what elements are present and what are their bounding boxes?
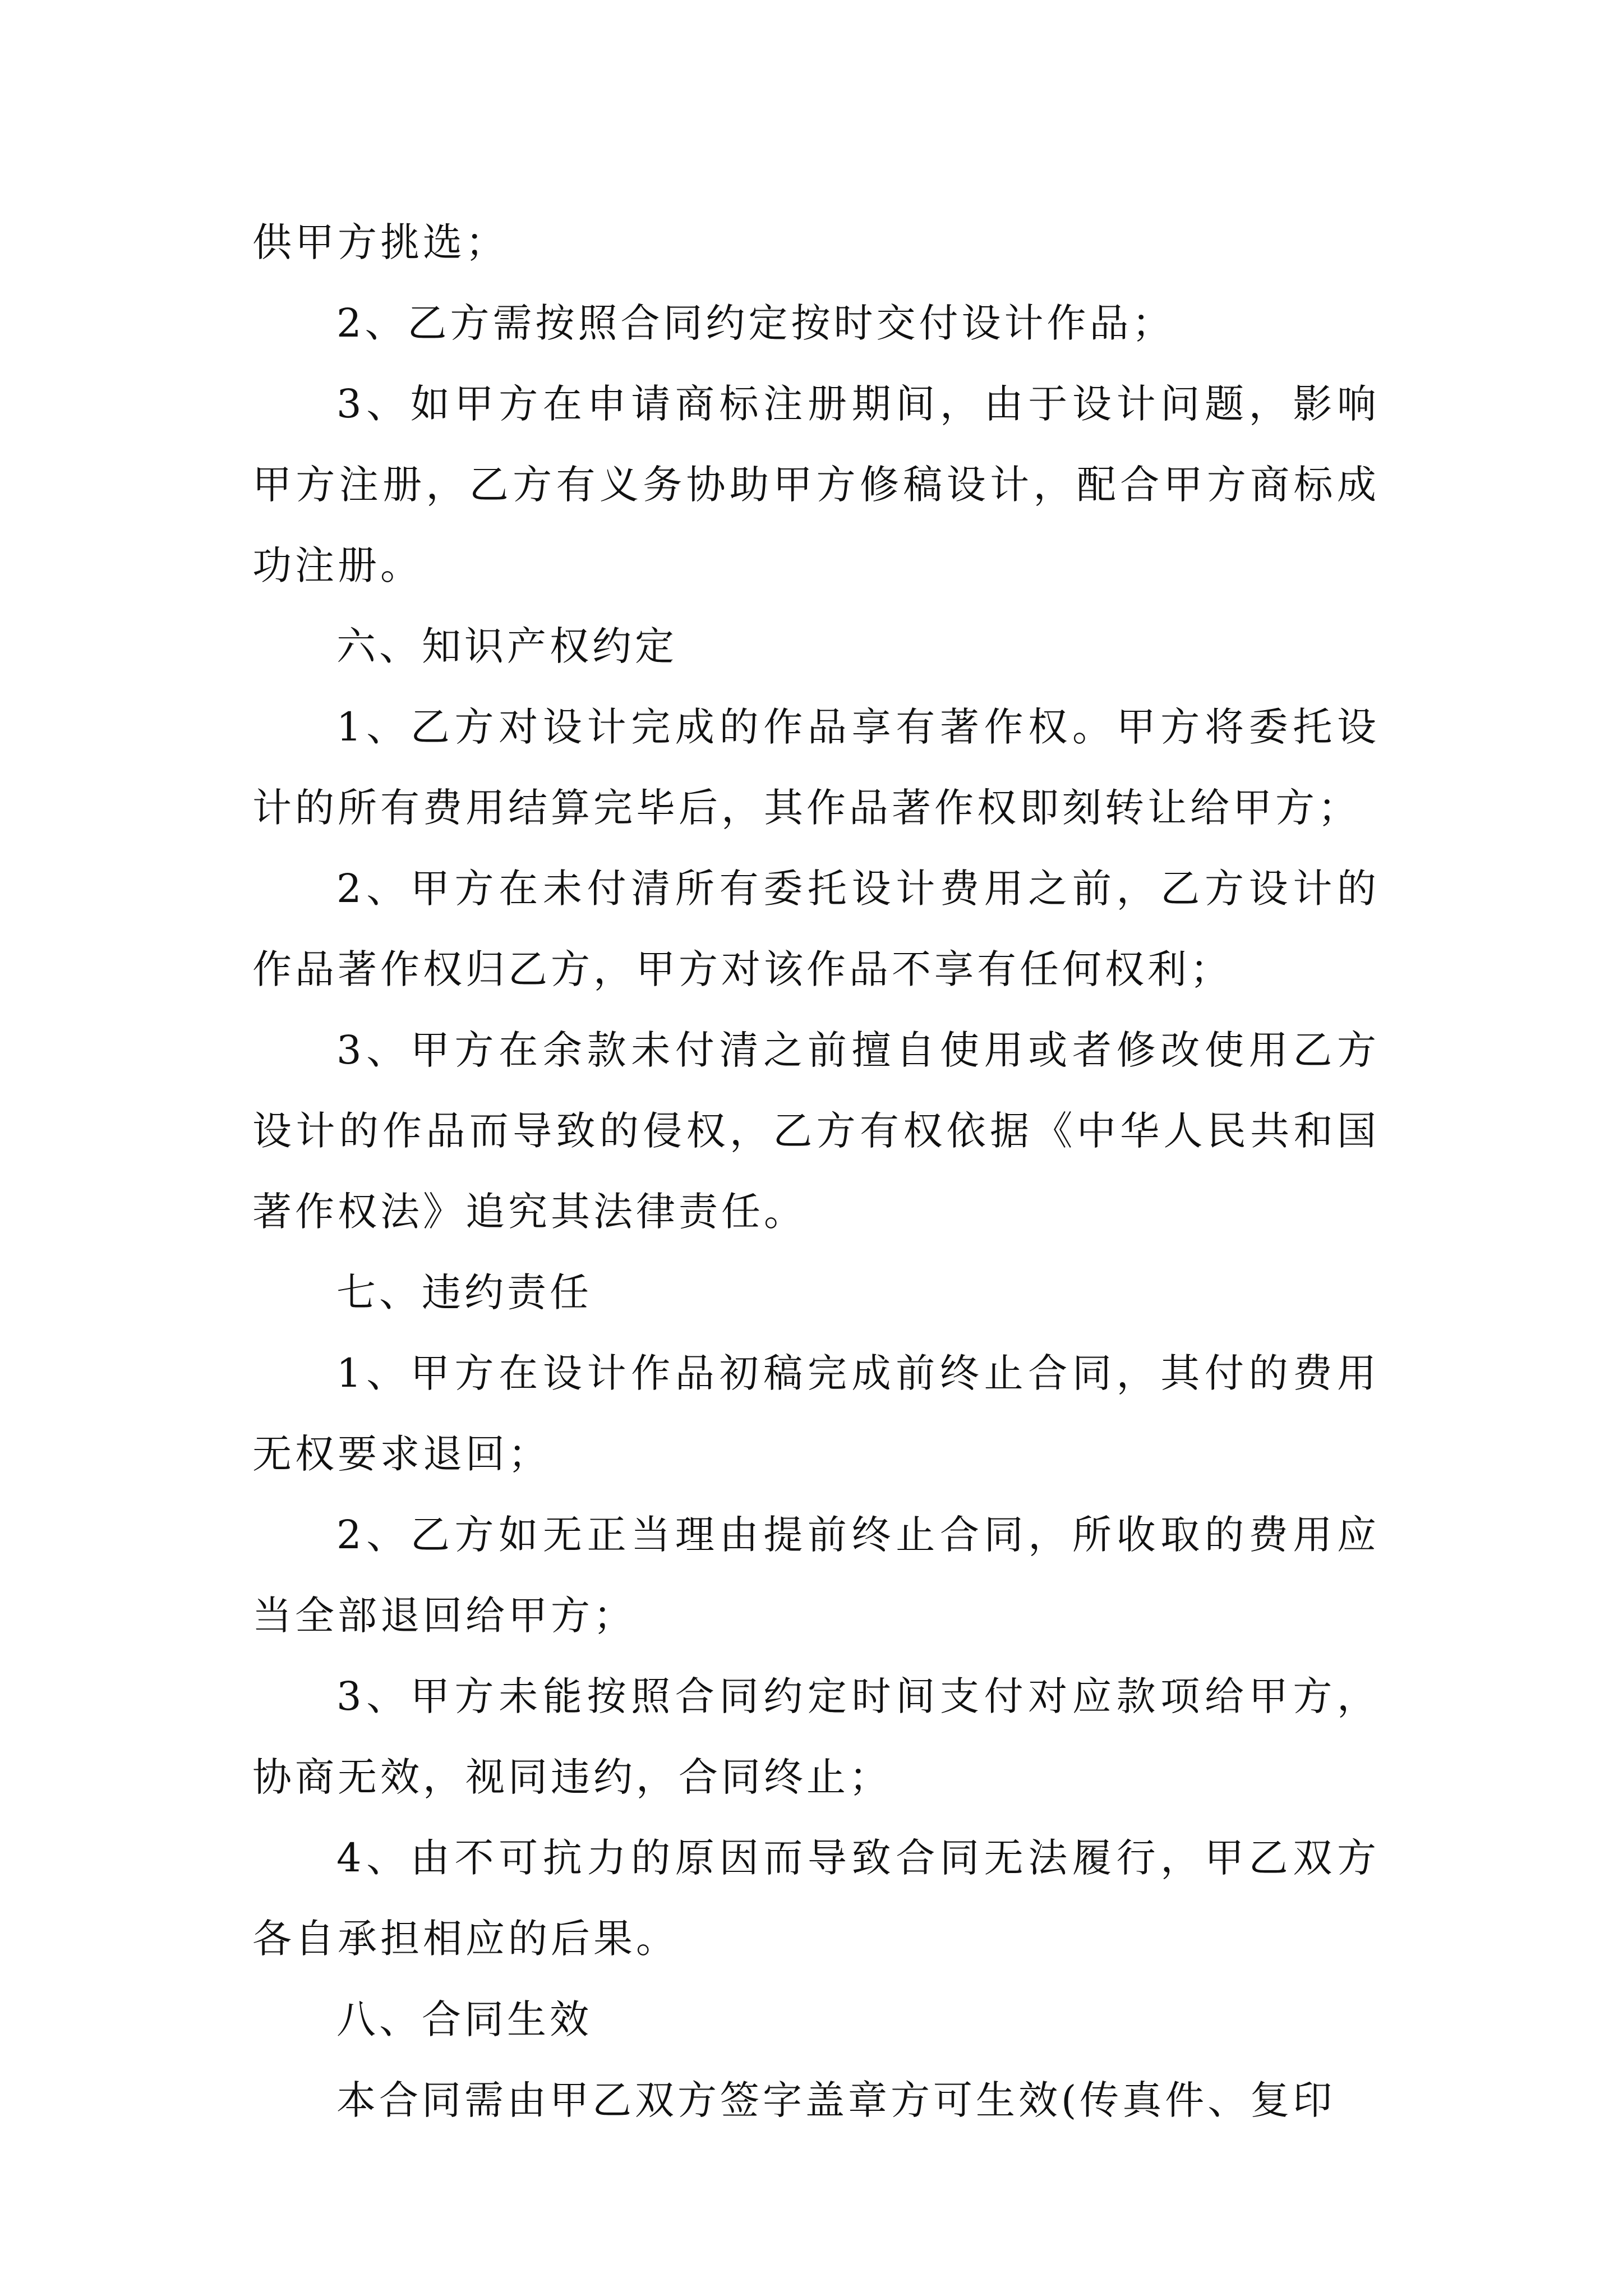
clause-7-1: 1、甲方在设计作品初稿完成前终止合同，其付的费用无权要求退回； (252, 1350, 1380, 1477)
clause-5-2: 2、乙方需按照合同约定按时交付设计作品； (336, 300, 1175, 346)
section-heading-ip: 六、知识产权约定 (336, 623, 677, 669)
clause-5-3: 3、如甲方在申请商标注册期间，由于设计问题，影响甲方注册，乙方有义务协助甲方修稿设计，配合甲方商标成功注册。 (252, 381, 1380, 588)
document-body (252, 202, 1380, 2141)
clause-6-3: 3、甲方在余款未付清之前擅自使用或者修改使用乙方设计的作品而导致的侵权，乙方有权依据《中华人民共和国著作权法》追究其法律责任。 (252, 1027, 1380, 1235)
clause-6-1: 1、乙方对设计完成的作品享有著作权。甲方将委托设计的所有费用结算完毕后，其作品著作权即刻转让给甲方； (252, 704, 1380, 831)
clause-7-3: 3、甲方未能按照合同约定时间支付对应款项给甲方，协商无效，视同违约，合同终止； (252, 1673, 1380, 1800)
clause-6-2: 2、甲方在未付清所有委托设计费用之前，乙方设计的作品著作权归乙方，甲方对该作品不享有任何权利； (252, 866, 1380, 992)
clause-8-text: 本合同需由甲乙双方签字盖章方可生效(传真件、复印 (336, 2077, 1336, 2123)
clause-7-2: 2、乙方如无正当理由提前终止合同，所收取的费用应当全部退回给甲方； (252, 1512, 1380, 1639)
section-heading-breach: 七、违约责任 (336, 1269, 592, 1315)
paragraph-continuation: 供甲方挑选； (252, 219, 508, 265)
section-heading-effective: 八、合同生效 (336, 1996, 592, 2042)
clause-7-4: 4、由不可抗力的原因而导致合同无法履行，甲乙双方各自承担相应的后果。 (252, 1835, 1380, 1962)
